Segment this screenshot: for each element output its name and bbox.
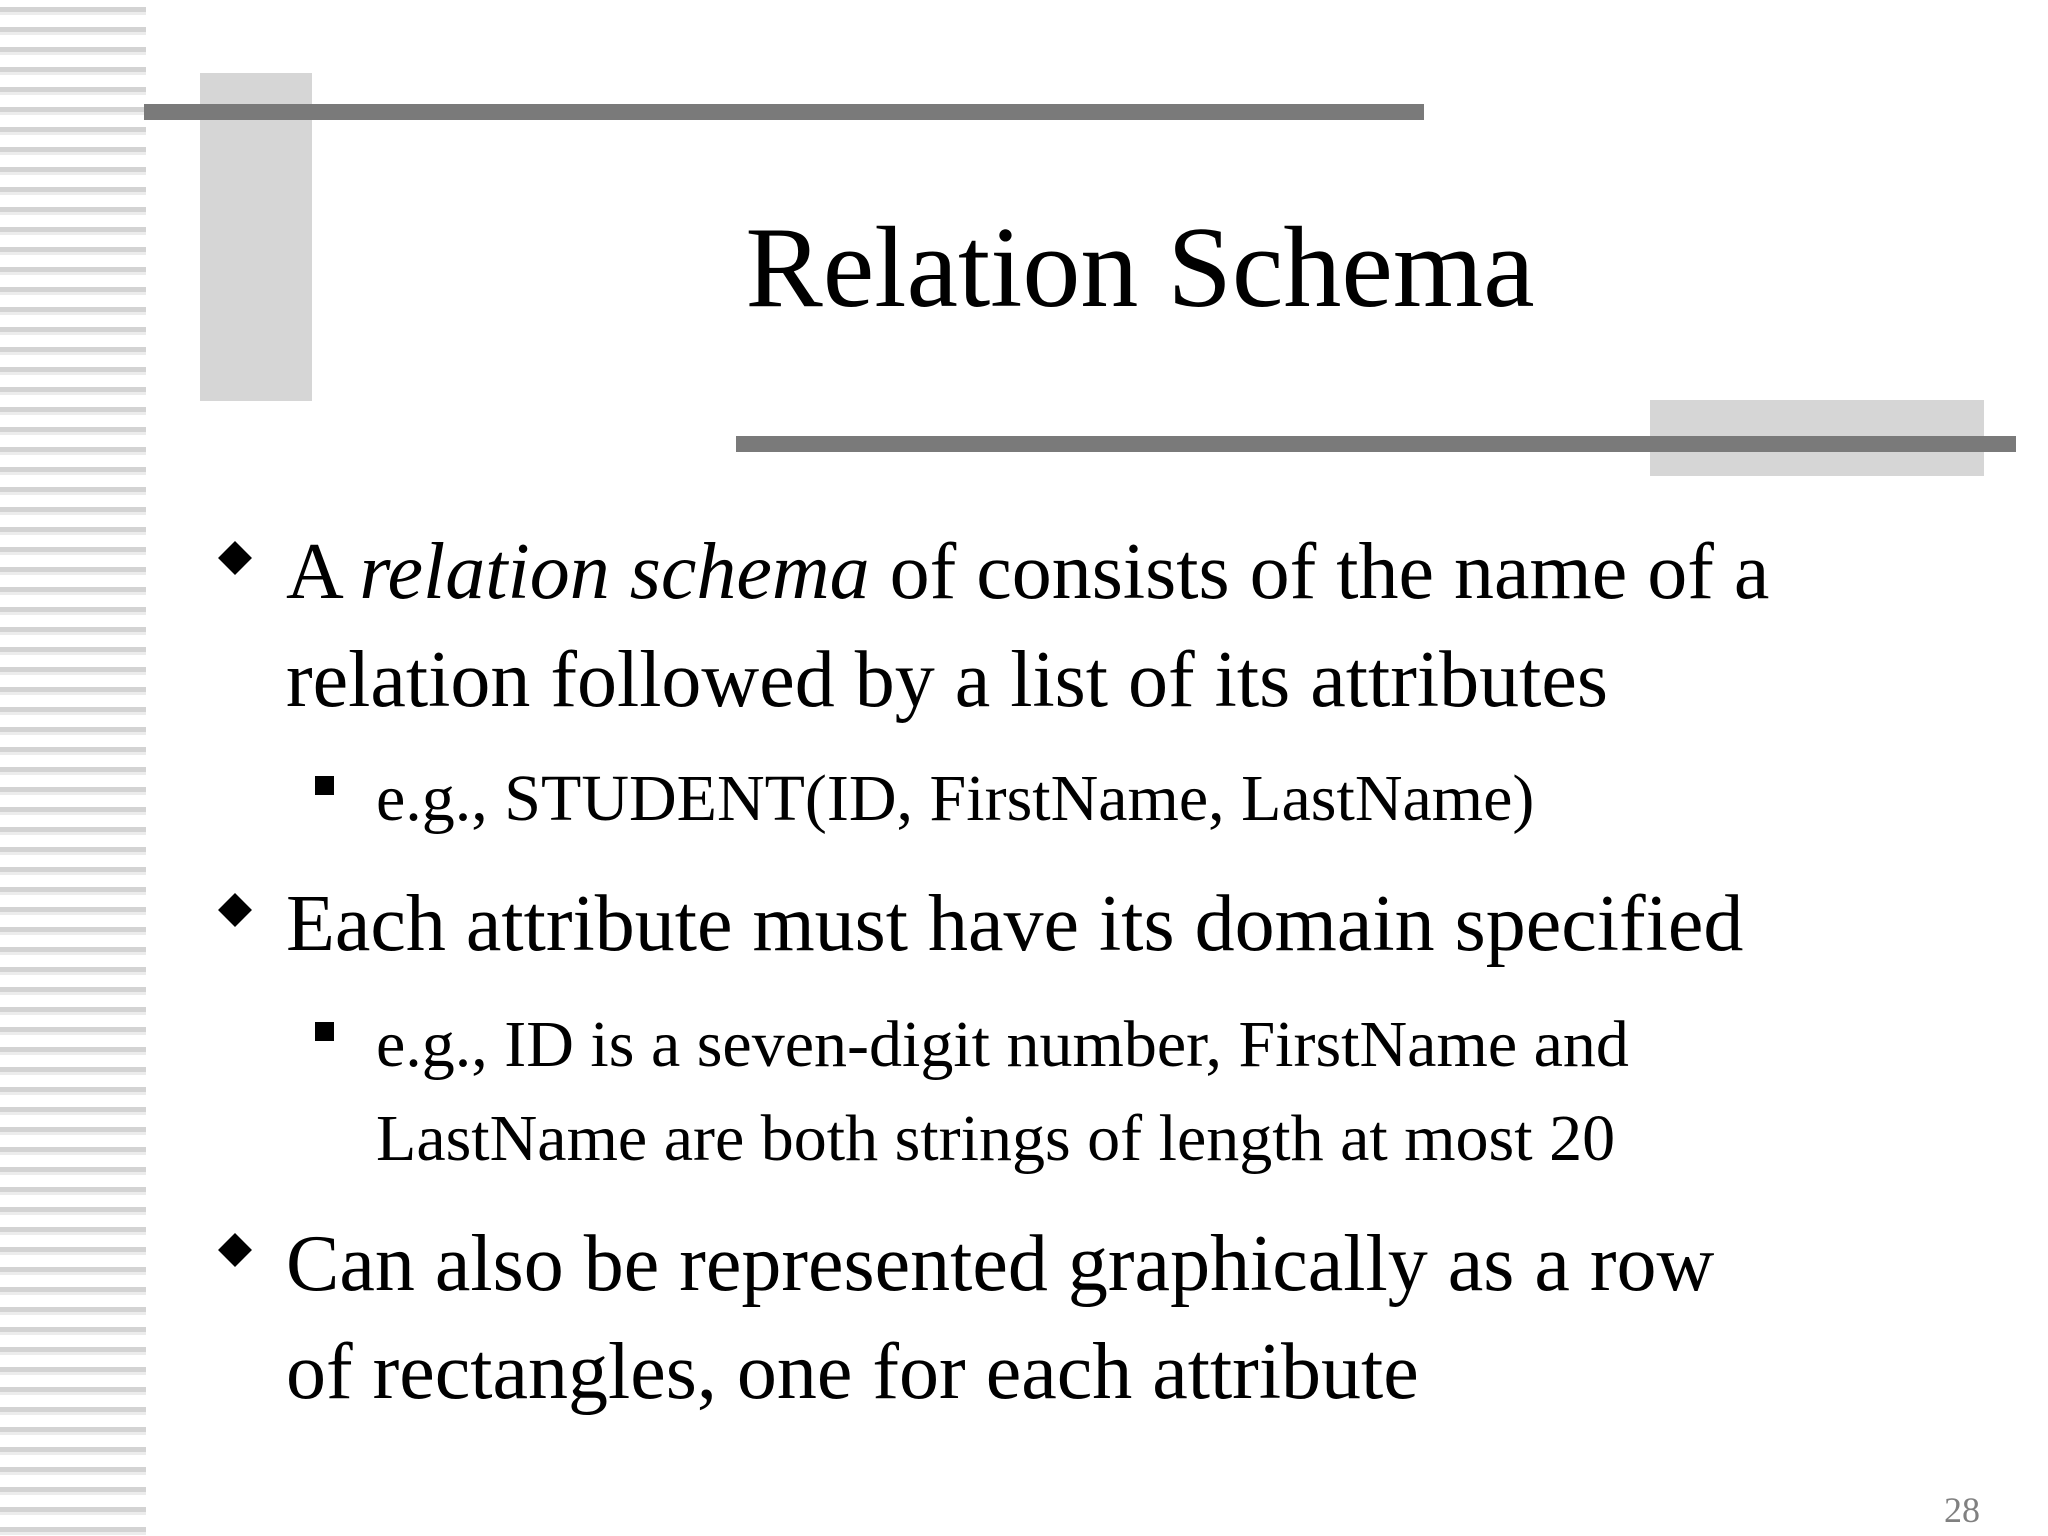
bullet-line: relation followed by a list of its attributes xyxy=(286,636,1608,724)
bullet-text: A xyxy=(286,528,360,616)
title-top-rule xyxy=(144,104,1424,120)
bullet-line xyxy=(286,518,1769,626)
bullet-text: of consists of the name of a xyxy=(869,528,1770,616)
sub-bullet-item-student-example xyxy=(376,752,1534,846)
bullet-line: Each attribute must have its domain specified xyxy=(286,880,1744,968)
square-bullet-icon xyxy=(315,776,334,795)
title-accent-block xyxy=(200,73,312,401)
left-stripe-decoration xyxy=(0,0,146,1536)
bullet-item-graphical xyxy=(286,1210,1714,1426)
sub-bullet-item-domain-example xyxy=(376,998,1629,1186)
bullet-line: e.g., STUDENT(ID, FirstName, LastName) xyxy=(376,762,1535,835)
bullet-line: Can also be represented graphically as a row xyxy=(286,1220,1715,1308)
bullet-line: of rectangles, one for each attribute xyxy=(286,1328,1419,1416)
bullet-item-relation-schema xyxy=(286,518,1769,734)
page-number: 28 xyxy=(1944,1490,1980,1530)
diamond-bullet-icon xyxy=(218,1233,252,1267)
bullet-line: LastName are both strings of length at most 20 xyxy=(376,1102,1616,1175)
bullet-item-domain xyxy=(286,870,1743,978)
slide-title: Relation Schema xyxy=(745,204,1535,332)
diamond-bullet-icon xyxy=(218,541,252,575)
diamond-bullet-icon xyxy=(218,893,252,927)
bullet-line: e.g., ID is a seven-digit number, FirstName and xyxy=(376,1008,1629,1081)
emphasized-term: relation schema xyxy=(359,528,870,616)
square-bullet-icon xyxy=(315,1022,334,1041)
title-bottom-rule xyxy=(736,436,2016,452)
